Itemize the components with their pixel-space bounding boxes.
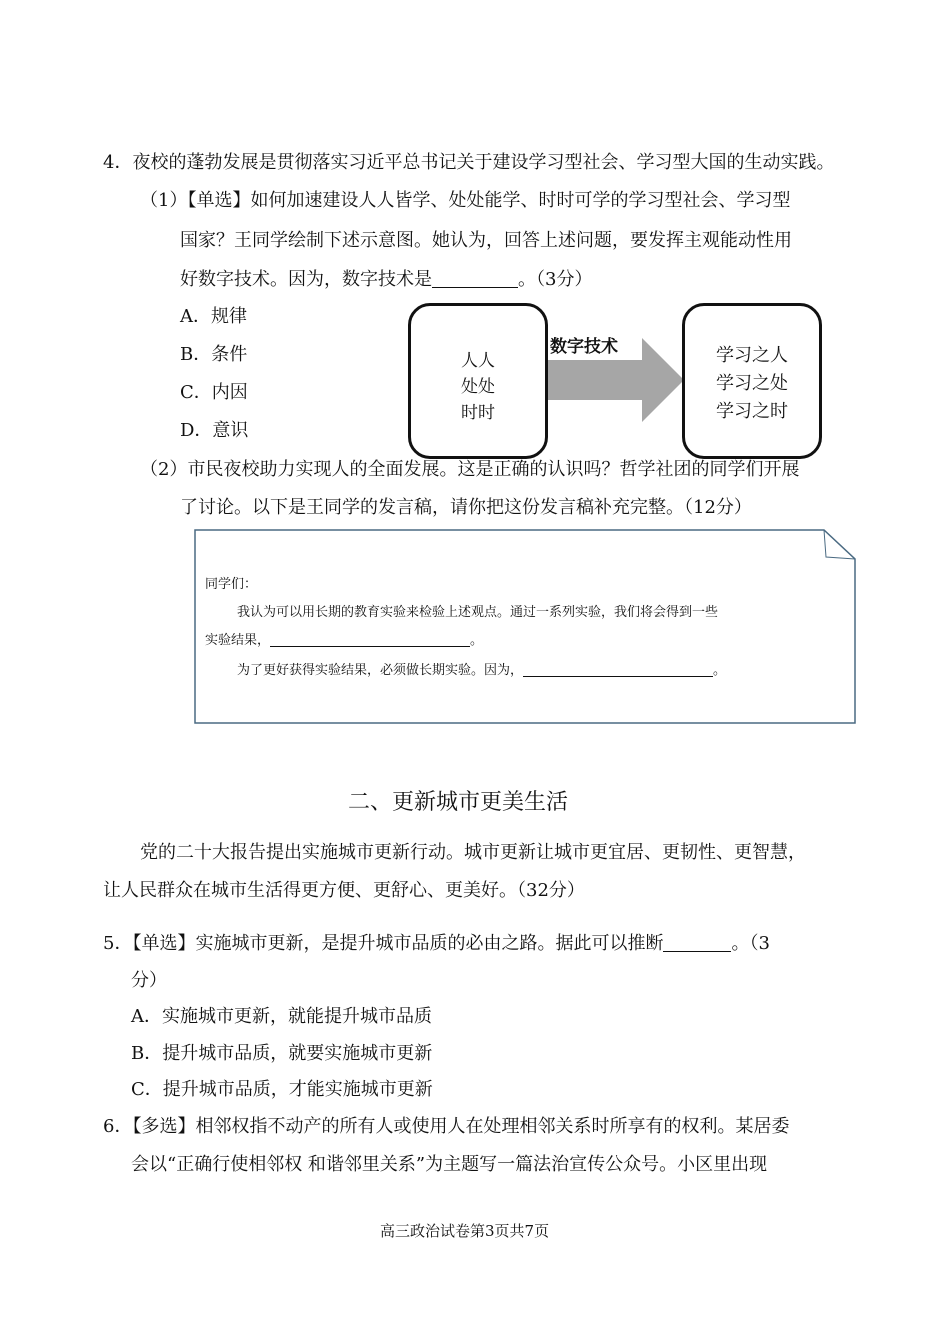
section-intro-line2: 让人民群众在城市生活得更方便、更舒心、更美好。（32分） xyxy=(103,880,585,901)
q4-option-b[interactable]: B．条件 xyxy=(180,344,248,365)
q4-part1-line2: 国家？王同学绘制下述示意图。她认为，回答上述问题，要发挥主观能动性用 xyxy=(180,230,792,251)
answer-blank[interactable] xyxy=(523,662,713,677)
q4-part1-line3 xyxy=(180,267,592,293)
q4-option-c[interactable]: C．内因 xyxy=(180,382,248,403)
q5-option-c[interactable]: C．提升城市品质，才能实施城市更新 xyxy=(131,1079,433,1100)
section-intro-line1: 党的二十大报告提出实施城市更新行动。城市更新让城市更宜居、更韧性、更智慧， xyxy=(140,842,806,863)
q5-line1 xyxy=(103,931,770,957)
q5-option-a[interactable]: A．实施城市更新，就能提升城市品质 xyxy=(131,1006,432,1027)
left-box xyxy=(408,303,548,459)
q5-score: 。（3 xyxy=(731,933,770,954)
q4-part2-line1: （2）市民夜校助力实现人的全面发展。这是正确的认识吗？哲学社团的同学们开展 xyxy=(140,459,800,480)
right-box xyxy=(682,303,822,459)
q4-option-a[interactable]: A．规律 xyxy=(180,306,247,327)
q6-line1: 6．【多选】相邻权指不动产的所有人或使用人在处理相邻关系时所享有的权利。某居委 xyxy=(103,1116,790,1137)
q4-part1-line1: （1）【单选】如何加速建设人人皆学、处处能学、时时可学的学习型社会、学习型 xyxy=(140,190,791,211)
answer-blank[interactable] xyxy=(270,632,470,647)
right-box-line: 学习之人 xyxy=(716,345,788,366)
answer-blank[interactable] xyxy=(432,269,518,288)
q4-part1-line3-text: 好数字技术。因为，数字技术是 xyxy=(180,269,432,290)
speech-line3-text: 为了更好获得实验结果，必须做长期实验。因为， xyxy=(237,663,524,678)
page-footer: 高三政治试卷第3页共7页 xyxy=(380,1222,550,1240)
speech-greeting: 同学们： xyxy=(205,577,258,592)
q4-option-d[interactable]: D．意识 xyxy=(180,420,249,441)
answer-blank[interactable] xyxy=(663,933,731,952)
q4-stem: 4．夜校的蓬勃发展是贯彻落实习近平总书记关于建设学习型社会、学习型大国的生动实践。 xyxy=(103,152,835,173)
arrow-label: 数字技术 xyxy=(550,337,618,357)
left-box-line: 处处 xyxy=(461,377,495,397)
q4-part2-line2: 了讨论。以下是王同学的发言稿，请你把这份发言稿补充完整。（12分） xyxy=(180,497,752,518)
speech-box-frame xyxy=(194,529,858,725)
section-title: 二、更新城市更美生活 xyxy=(348,790,569,815)
speech-line2-end: 。 xyxy=(470,633,484,648)
speech-line2-text: 实验结果， xyxy=(205,633,271,648)
speech-line1: 我认为可以用长期的教育实验来检验上述观点。通过一系列实验，我们将会得到一些 xyxy=(237,605,719,620)
speech-line3 xyxy=(237,661,726,681)
right-box-line: 学习之处 xyxy=(716,373,788,394)
right-box-line: 学习之时 xyxy=(716,401,788,422)
left-box-line: 时时 xyxy=(461,403,495,423)
left-box-line: 人人 xyxy=(461,351,495,371)
q5-line2: 分） xyxy=(131,970,167,991)
speech-line2 xyxy=(205,631,483,651)
q5-option-b[interactable]: B．提升城市品质，就要实施城市更新 xyxy=(131,1043,433,1064)
q5-stem: 5．【单选】实施城市更新，是提升城市品质的必由之路。据此可以推断 xyxy=(103,933,664,954)
speech-line3-end: 。 xyxy=(713,663,727,678)
q4-part1-score: 。（3分） xyxy=(518,269,593,290)
q6-line2: 会以“正确行使相邻权 和谐邻里关系”为主题写一篇法治宣传公众号。小区里出现 xyxy=(131,1154,768,1175)
